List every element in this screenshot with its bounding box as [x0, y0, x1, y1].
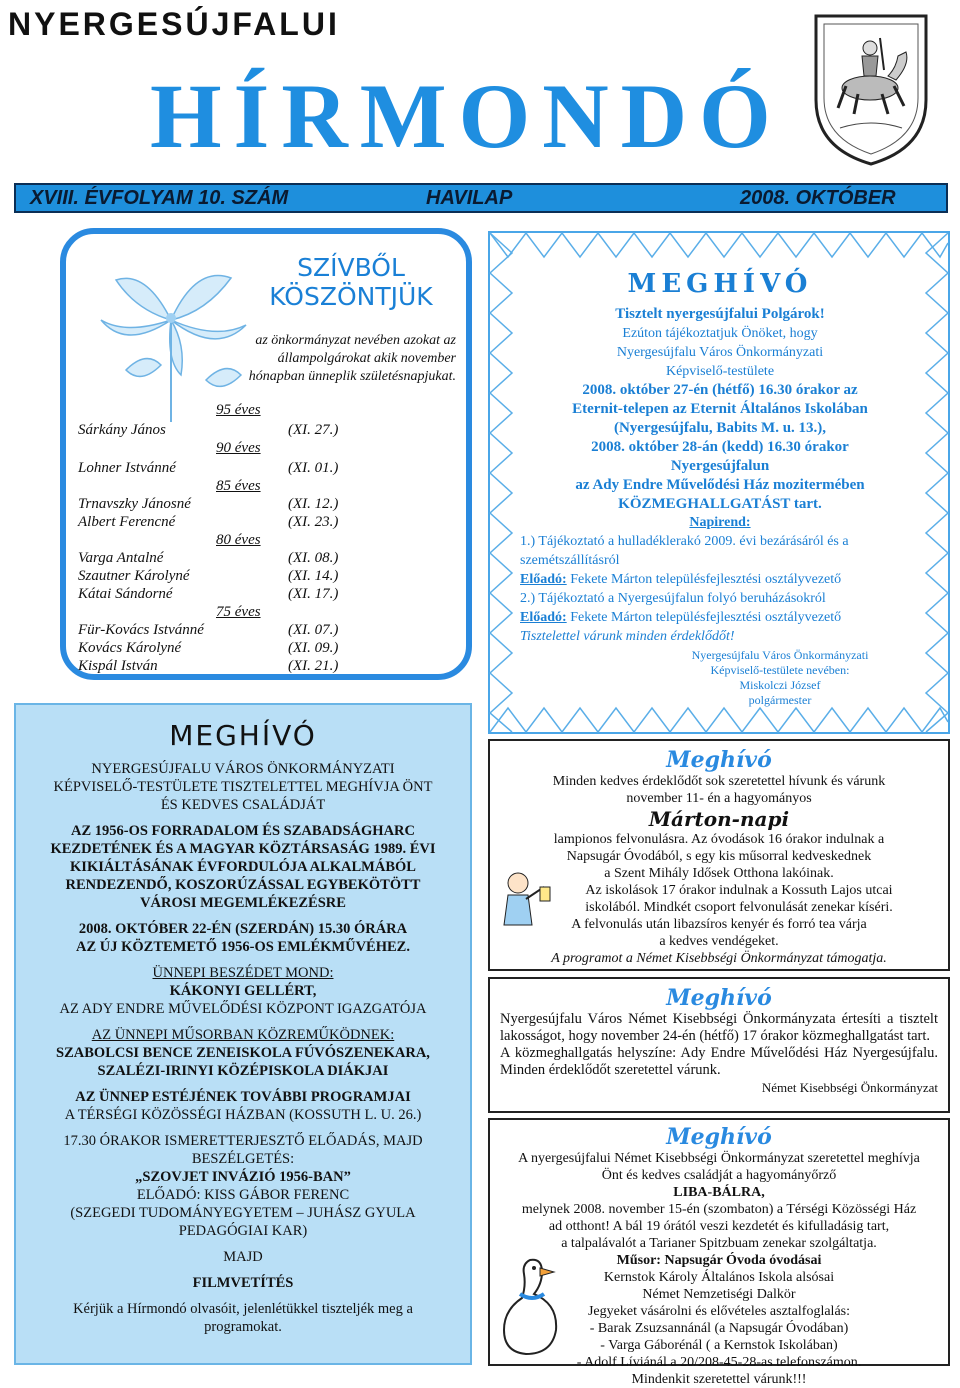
age-group-label: 80 éves: [216, 532, 261, 548]
council-hearing-invitation: MEGHÍVÓ Tisztelt nyergesújfalui Polgárok! Ezúton tájékoztatjuk Önöket, hogy Nyergesújfalu Város Önkormányzati Képviselő-testülete 2008. október 27-én (hétfő) 16.30 órakor az Eternit-telepen az Eternit Általános Iskolában (Nyergesújfalu, Babits M. u. 13.), 2008. október 28-án (kedd) 16.30 órakor Nyergesújfalun az Ady Endre Művelődési Ház mozitermében KÖZMEGHALLGATÁST tart. Napirend: 1.) Tájékoztató a hulladéklerakó 2009. évi bezárásáról és a szemétszállításról Előadó: Fekete Márton településfejlesztési osztályvezető 2.) Tájékoztató a Nyergesújfalun folyó beruházásokról Előadó: Fekete Márton településfejlesztési osztályvezető Tisztelettel várunk minden érdeklődőt! Nyergesújfalu Város Önkormányzati Képviselő-testülete nevében: Miskolczi József polgármester: [488, 231, 950, 734]
memorial-invite-title: MEGHÍVÓ: [169, 719, 317, 752]
celebrant-date: (XI. 23.): [288, 514, 339, 530]
celebrant-date: (XI. 01.): [288, 460, 339, 476]
newspaper-town-name: NYERGESÚJFALUI: [8, 6, 340, 42]
celebrant-name: Szautner Károlyné: [78, 568, 190, 584]
celebrant-name: Trnavszky Jánosné: [78, 496, 191, 512]
celebrant-date: (XI. 21.): [288, 658, 339, 674]
celebrant-date: (XI. 12.): [288, 496, 339, 512]
issue-date: 2008. OKTÓBER: [740, 186, 896, 209]
celebrant-name: Lohner Istvánné: [78, 460, 176, 476]
public-hearing-notice: Meghívó Nyergesújfalu Város Német Kisebbségi Önkormányzata értesíti a tisztelt lakosságot, hogy november 24-én (hétfő) 17 órakor közmeghallgatást tart. A közmeghallgatás helyszíne: Ady Endre Művelődési Ház Nyergesújfalu. Minden érdeklődőt szeretettel várunk. Német Kisebbségi Önkormányzat: [488, 977, 950, 1113]
newspaper-title: HÍRMONDÓ: [150, 65, 783, 167]
age-group-label: 85 éves: [216, 478, 261, 494]
birthday-intro: az önkormányzat nevében azokat az állampolgárokat akik november hónapban ünneplik születésnapjukat.: [248, 333, 456, 384]
marton-day-invitation: Meghívó Minden kedves érdeklődőt sok szeretettel hívunk és várunk november 11- én a hagyományos Márton-napi lampionos felvonulásra. Az óvodások 16 órakor indulnak a Napsugár Óvodából, s egy kis műsorral kedveskednek a Szent Mihály Idősek Otthona lakóinak. Az iskolások 17 órakor indulnak a Kossuth Lajos utcai iskolából. Mindkét csoport felvonulását zenekar kíséri. A felvonulás után libazsíros kenyér és forró tea várja a kedves vendégeket. A programot a Német Kisebbségi Önkormányzat támogatja.: [488, 739, 950, 971]
celebrant-name: Kovács Károlyné: [78, 640, 182, 656]
celebrant-name: Varga Antalné: [78, 550, 164, 566]
celebrant-date: (XI. 27.): [288, 422, 339, 438]
goose-ball-invitation: Meghívó A nyergesújfalui Német Kisebbségi Önkormányzat szeretettel meghívja Önt és kedves családját a hagyományőrző LIBA-BÁLRA, melynek 2008. november 15-én (szombaton) a Térségi Közösségi Ház ad otthont! A bál 19 órától veszi kezdetét és kifulladásig tart, a talpalávalót a Tarianer Spitzbuam zenekar szolgáltatja. Műsor: Napsugár Óvoda óvodásai Kernstok Károly Általános Iskola alsósai Német Nemzetiségi Dalkör Jegyeket vásárolni és elővételes asztalfoglalás: - Barak Zsuzsannánál (a Napsugár Óvodában) - Varga Gáborénál ( a Kernstok Iskolában) - Adolf Líviánál a 20/208-45-28-as telefonszámon. Mindenkit szeretettel várunk!!!: [488, 1118, 950, 1366]
council-invite-title: MEGHÍVÓ: [627, 269, 813, 299]
celebrant-date: (XI. 17.): [288, 586, 339, 602]
issue-volume: XVIII. ÉVFOLYAM 10. SZÁM: [30, 186, 289, 209]
goose-icon: [496, 1250, 566, 1360]
celebrant-name: Kátai Sándorné: [78, 586, 173, 602]
age-group-label: 90 éves: [216, 440, 261, 456]
age-group-label: 75 éves: [216, 604, 261, 620]
celebrant-date: (XI. 09.): [288, 640, 339, 656]
memorial-invitation: MEGHÍVÓ NYERGESÚJFALU VÁROS ÖNKORMÁNYZATI KÉPVISELŐ-TESTÜLETE TISZTELETTEL MEGHÍVJA ÖNT ÉS KEDVES CSALÁDJÁT AZ 1956-OS FORRADALOM ÉS SZABADSÁGHARC KEZDETÉNEK ÉS A MAGYAR KÖZTÁRSASÁG 1989. ÉVI KIKIÁLTÁSÁNAK ÉVFORDULÓJA ALKALMÁBÓL RENDEZENDŐ, KOSZORÚZÁSSAL EGYBEKÖTÖTT VÁROSI MEGEMLÉKEZÉSRE 2008. OKTÓBER 22-ÉN (SZERDÁN) 15.30 ÓRÁRA AZ ÚJ KÖZTEMETŐ 1956-OS EMLÉKMŰVÉHEZ. ÜNNEPI BESZÉDET MOND: KÁKONYI GELLÉRT, AZ ADY ENDRE MŰVELŐDÉSI KÖZPONT IGAZGATÓJA AZ ÜNNEPI MŰSORBAN KÖZREMŰKÖDNEK: SZABOLCSI BENCE ZENEISKOLA FÚVÓSZENEKARA, SZALÉZI-IRINYI KÖZÉPISKOLA DIÁKJAI AZ ÜNNEP ESTÉJÉNEK TOVÁBBI PROGRAMJAI A TÉRSÉGI KÖZÖSSÉGI HÁZBAN (KOSSUTH L. U. 26.) 17.30 ÓRAKOR ISMERETTERJESZTŐ ELŐADÁS, MAJD BESZÉLGETÉS: „SZOVJET INVÁZIÓ 1956-BAN” ELŐADÓ: KISS GÁBOR FERENC (SZEGEDI TUDOMÁNYEGYETEM – JUHÁSZ GYULA PEDAGÓGIAI KAR) MAJD FILMVETÍTÉS Kérjük a Hírmondó olvasóit, jelenlétükkel tiszteljék meg a programokat.: [14, 703, 472, 1365]
town-crest-icon: [810, 8, 932, 168]
lantern-child-icon: [500, 869, 554, 933]
celebrant-date: (XI. 08.): [288, 550, 339, 566]
council-signature: Nyergesújfalu Város Önkormányzati Képviselő-testülete nevében: Miskolczi József polgármester: [691, 648, 869, 707]
celebrant-name: Für-Kovács Istvánné: [78, 622, 204, 638]
celebrant-name: Sárkány János: [78, 422, 166, 438]
issue-info-bar: [14, 183, 948, 213]
celebrant-date: (XI. 07.): [288, 622, 339, 638]
birthday-greetings-panel: [60, 228, 472, 680]
age-group-label: 95 éves: [216, 402, 261, 418]
celebrant-name: Kispál István: [78, 658, 158, 674]
celebrant-date: (XI. 14.): [288, 568, 339, 584]
council-agenda: Napirend: 1.) Tájékoztató a hulladéklerakó 2009. évi bezárásáról és a szemétszállításról Előadó: Fekete Márton településfejlesztési osztályvezető 2.) Tájékoztató a Nyergesújfalun folyó beruházásokról Előadó: Fekete Márton településfejlesztési osztályvezető Tisztelettel várunk minden érdeklődőt! Nyergesújfalu Város Önkormányzati Képviselő-testülete nevében: Miskolczi József polgármester: [520, 513, 920, 708]
issue-frequency: HAVILAP: [426, 186, 513, 209]
birthday-heading: SZÍVBŐL KÖSZÖNTJÜK: [269, 253, 433, 311]
celebrant-name: Albert Ferencné: [78, 514, 176, 530]
